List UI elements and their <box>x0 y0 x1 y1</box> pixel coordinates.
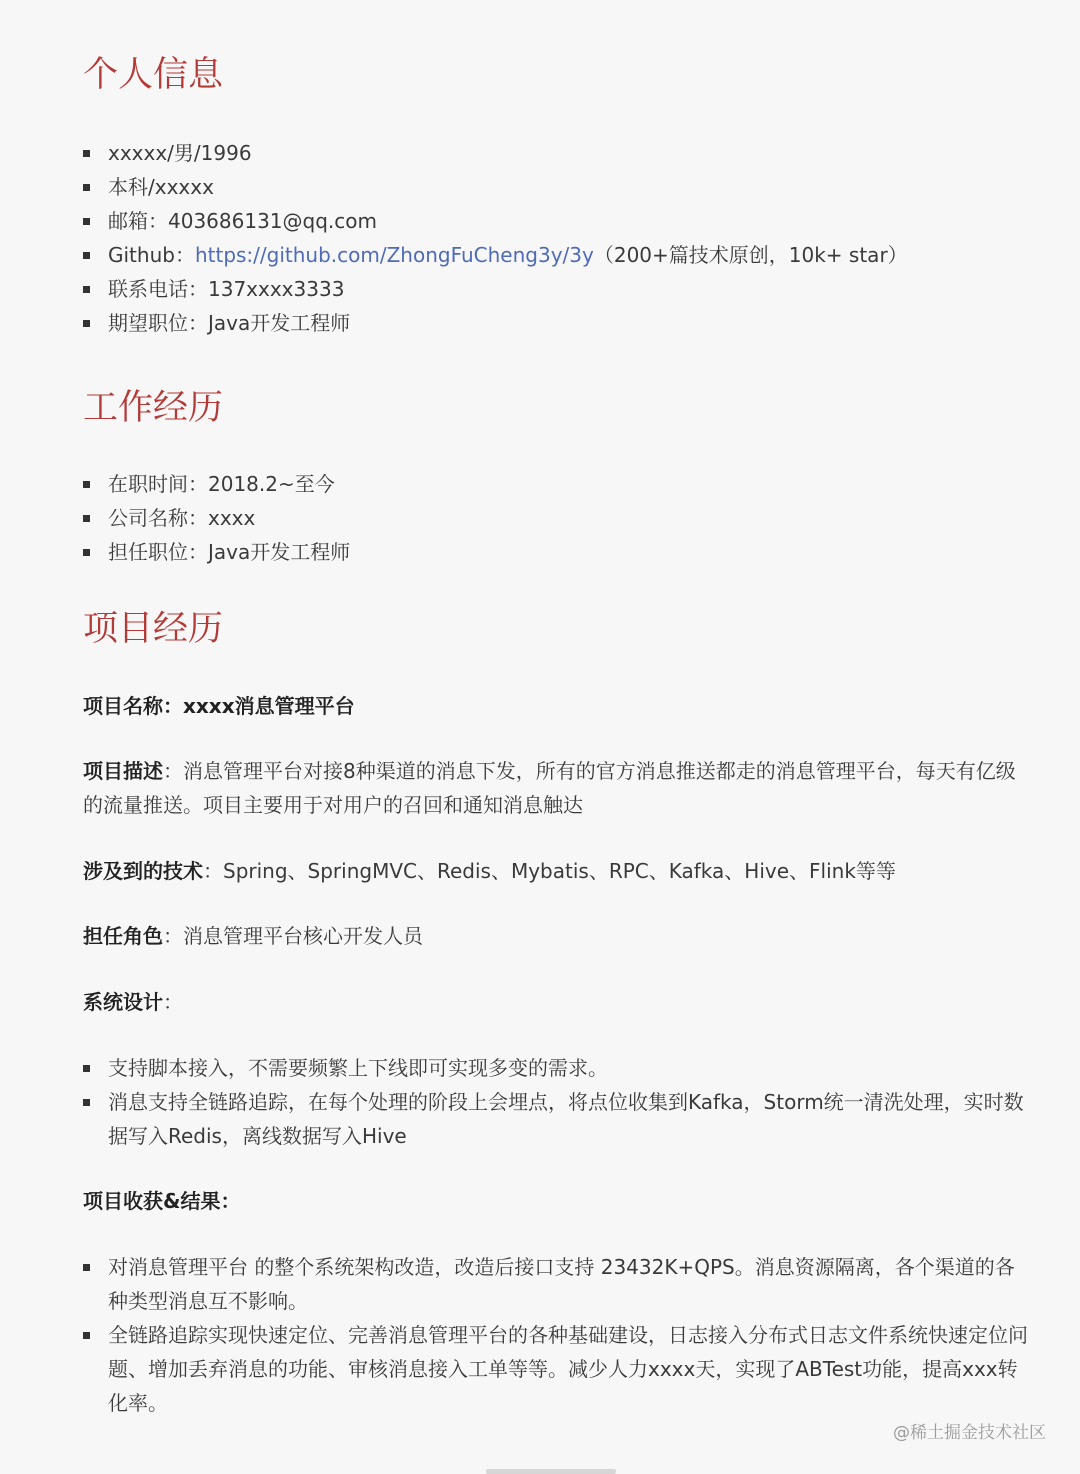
list-item <box>83 170 1028 204</box>
system-design-colon: ： <box>163 990 183 1014</box>
list-item <box>83 501 1028 535</box>
bullet-icon <box>83 286 90 293</box>
work-experience-list <box>83 467 1028 569</box>
bullet-icon <box>83 150 90 157</box>
bullet-icon <box>83 252 90 259</box>
personal-info-heading: 个人信息 <box>83 55 224 95</box>
bullet-icon <box>83 184 90 191</box>
project-role <box>83 919 1023 953</box>
list-item <box>83 204 1028 238</box>
list-item <box>83 306 1028 340</box>
personal-phone: 联系电话：137xxxx3333 <box>108 277 345 301</box>
github-label: Github： <box>108 243 195 267</box>
result-item-text: 对消息管理平台 的整个系统架构改造，改造后接口支持 23432K+QPS。消息资源隔离，各个渠道的各种类型消息互不影响。 <box>108 1255 1015 1313</box>
project-description-text: ：消息管理平台对接8种渠道的消息下发，所有的官方消息推送都走的消息管理平台，每天有亿级的流量推送。项目主要用于对用户的召回和通知消息触达 <box>83 759 1016 817</box>
design-item-text: 消息支持全链路追踪，在每个处理的阶段上会埋点，将点位收集到Kafka，Storm统一清洗处理，实时数据写入Redis，离线数据写入Hive <box>108 1090 1024 1148</box>
project-experience-heading: 项目经历 <box>83 609 224 649</box>
personal-position: 期望职位：Java开发工程师 <box>108 311 351 335</box>
work-company: 公司名称：xxxx <box>108 506 256 530</box>
bullet-icon <box>83 1264 90 1271</box>
personal-birth: xxxxx/男/1996 <box>108 141 252 165</box>
project-tech-text: ：Spring、SpringMVC、Redis、Mybatis、RPC、Kafka、Hive、Flink等等 <box>203 859 896 883</box>
project-result-list <box>83 1250 1028 1420</box>
design-item-text: 支持脚本接入，不需要频繁上下线即可实现多变的需求。 <box>108 1056 608 1080</box>
system-design-label: 系统设计 <box>83 990 163 1014</box>
personal-email: 邮箱：403686131@qq.com <box>108 209 377 233</box>
work-experience-heading: 工作经历 <box>83 388 224 428</box>
project-role-text: ：消息管理平台核心开发人员 <box>163 924 423 948</box>
work-period: 在职时间：2018.2~至今 <box>108 472 335 496</box>
list-item <box>83 136 1028 170</box>
bullet-icon <box>83 1065 90 1072</box>
bullet-icon <box>83 218 90 225</box>
project-result-heading <box>83 1184 1023 1218</box>
project-role-label: 担任角色 <box>83 924 163 948</box>
system-design-list <box>83 1051 1028 1153</box>
scroll-indicator[interactable] <box>486 1469 616 1474</box>
project-tech-label: 涉及到的技术 <box>83 859 203 883</box>
project-description <box>83 754 1023 822</box>
project-tech <box>83 854 1023 888</box>
project-name <box>83 689 1023 723</box>
bullet-icon <box>83 515 90 522</box>
watermark: @稀土掘金技术社区 <box>893 1423 1046 1443</box>
list-item <box>83 1085 1028 1153</box>
list-item <box>83 1318 1028 1420</box>
bullet-icon <box>83 481 90 488</box>
github-note: （200+篇技术原创，10k+ star） <box>593 243 908 267</box>
work-position: 担任职位：Java开发工程师 <box>108 540 351 564</box>
personal-info-list <box>83 136 1028 340</box>
project-description-label: 项目描述 <box>83 759 163 783</box>
bullet-icon <box>83 320 90 327</box>
personal-education: 本科/xxxxx <box>108 175 214 199</box>
result-item-text: 全链路追踪实现快速定位、完善消息管理平台的各种基础建设，日志接入分布式日志文件系统快速定位问题、增加丢弃消息的功能、审核消息接入工单等等。减少人力xxxx天，实现了ABTest功能，提高xxx转化率。 <box>108 1323 1028 1415</box>
bullet-icon <box>83 1099 90 1106</box>
system-design-heading <box>83 985 1023 1019</box>
project-name-label: 项目名称：xxxx消息管理平台 <box>83 694 355 718</box>
list-item <box>83 238 1028 272</box>
bullet-icon <box>83 1332 90 1339</box>
list-item <box>83 535 1028 569</box>
github-link[interactable]: https://github.com/ZhongFuCheng3y/3y <box>194 243 594 267</box>
list-item <box>83 467 1028 501</box>
bullet-icon <box>83 549 90 556</box>
project-result-label: 项目收获&结果： <box>83 1189 241 1213</box>
list-item <box>83 1051 1028 1085</box>
list-item <box>83 1250 1028 1318</box>
list-item <box>83 272 1028 306</box>
